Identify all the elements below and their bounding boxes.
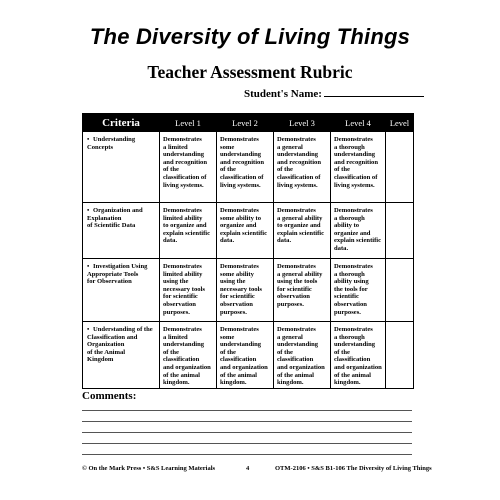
bullet-icon: • — [87, 136, 90, 143]
level-cell: Demonstrates a general ability to organize and explain scientific data. — [274, 203, 331, 259]
assessment-rubric-table — [82, 113, 414, 389]
criteria-cell: • Understanding Concepts — [83, 132, 160, 203]
bullet-icon: • — [87, 207, 90, 214]
footer-product-code: OTM-2106 • S&S B1-106 The Diversity of Living Things — [275, 465, 432, 472]
level-score-cell[interactable] — [386, 203, 414, 259]
level-score-cell[interactable] — [386, 259, 414, 322]
level-cell: Demonstrates some understanding of the classification and organization of the animal kingdom. — [217, 322, 274, 389]
level-cell: Demonstrates a thorough ability using the tools for scientific observation purposes. — [331, 259, 386, 322]
level-cell: Demonstrates a thorough understanding and recognition of the classification of living systems. — [331, 132, 386, 203]
table-header-row — [83, 114, 414, 132]
level-cell: Demonstrates a thorough understanding of the classification and organization of the animal kingdom. — [331, 322, 386, 389]
criteria-cell: • Organization and Explanation of Scientific Data — [83, 203, 160, 259]
level-score-cell[interactable] — [386, 132, 414, 203]
table-row — [83, 259, 414, 322]
table-row — [83, 322, 414, 389]
column-header-criteria: Criteria — [83, 114, 160, 132]
column-header-level-3: Level 3 — [274, 114, 331, 132]
rubric-subtitle: Teacher Assessment Rubric — [147, 62, 353, 82]
level-cell: Demonstrates some ability to organize and explain scientific data. — [217, 203, 274, 259]
bullet-icon: • — [87, 326, 90, 333]
table-row — [83, 203, 414, 259]
student-name-line — [324, 87, 424, 97]
level-cell: Demonstrates limited ability to organize and explain scientific data. — [160, 203, 217, 259]
page-title: The Diversity of Living Things — [89, 24, 411, 49]
comments-label: Comments: — [82, 390, 137, 402]
comment-line[interactable] — [82, 454, 412, 455]
column-header-level-1: Level 1 — [160, 114, 217, 132]
student-name-label: Student's Name: — [244, 88, 322, 100]
level-score-cell[interactable] — [386, 322, 414, 389]
level-cell: Demonstrates a general understanding of the classification and organization of the animal kingdom. — [274, 322, 331, 389]
level-cell: Demonstrates a limited understanding of the classification and organization of the animal kingdom. — [160, 322, 217, 389]
student-name-field — [244, 87, 424, 100]
comment-line[interactable] — [82, 443, 412, 444]
comment-line[interactable] — [82, 421, 412, 422]
level-cell: Demonstrates a general understanding and recognition of the classification of living systems. — [274, 132, 331, 203]
level-cell: Demonstrates a general ability using the tools for scientific observation purposes. — [274, 259, 331, 322]
criteria-cell: • Understanding of the Classification and Organization of the Animal Kingdom — [83, 322, 160, 389]
column-header-level: Level — [386, 114, 414, 132]
level-cell: Demonstrates a thorough ability to organize and explain scientific data. — [331, 203, 386, 259]
criteria-cell: • Investigation Using Appropriate Tools for Observation — [83, 259, 160, 322]
level-cell: Demonstrates limited ability using the necessary tools for scientific observation purposes. — [160, 259, 217, 322]
column-header-level-2: Level 2 — [217, 114, 274, 132]
table-row — [83, 132, 414, 203]
level-cell: Demonstrates some understanding and recognition of the classification of living systems. — [217, 132, 274, 203]
bullet-icon: • — [87, 263, 90, 270]
level-cell: Demonstrates a limited understanding and recognition of the classification of living systems. — [160, 132, 217, 203]
level-cell: Demonstrates some ability using the necessary tools for scientific observation purposes. — [217, 259, 274, 322]
footer-publisher: © On the Mark Press • S&S Learning Materials — [82, 465, 216, 472]
column-header-level-4: Level 4 — [331, 114, 386, 132]
comment-line[interactable] — [82, 410, 412, 411]
footer-page-number: 4 — [246, 465, 250, 472]
comment-line[interactable] — [82, 432, 412, 433]
